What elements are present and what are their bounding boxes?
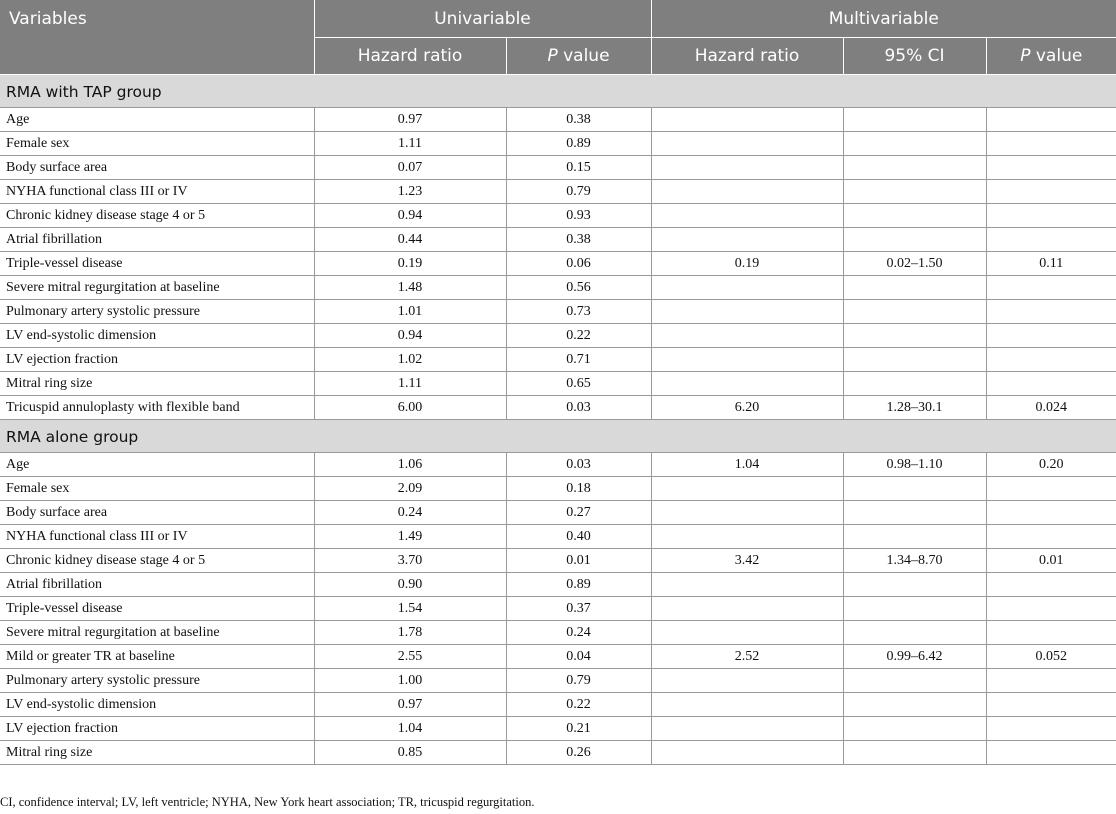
cell-uni-p-value: 0.15: [506, 156, 651, 180]
cell-variable: Female sex: [0, 132, 314, 156]
cell-multi-p-value: [986, 741, 1116, 765]
cell-multi-hazard-ratio: [651, 621, 843, 645]
header-uni-hazard-ratio: Hazard ratio: [314, 38, 506, 75]
cell-uni-hazard-ratio: 0.97: [314, 108, 506, 132]
group-header-row: [0, 420, 1116, 453]
cell-ci: [843, 477, 986, 501]
cell-variable: LV ejection fraction: [0, 348, 314, 372]
header-variables: Variables: [0, 0, 314, 75]
cell-uni-hazard-ratio: 0.85: [314, 741, 506, 765]
cell-variable: Chronic kidney disease stage 4 or 5: [0, 549, 314, 573]
cell-uni-p-value: 0.79: [506, 669, 651, 693]
table-row: [0, 645, 1116, 669]
cell-uni-p-value: 0.65: [506, 372, 651, 396]
cell-uni-hazard-ratio: 2.09: [314, 477, 506, 501]
cell-variable: Tricuspid annuloplasty with flexible band: [0, 396, 314, 420]
cell-multi-p-value: [986, 717, 1116, 741]
table-row: [0, 396, 1116, 420]
cell-ci: 1.34–8.70: [843, 549, 986, 573]
cell-multi-hazard-ratio: 0.19: [651, 252, 843, 276]
cell-multi-hazard-ratio: [651, 228, 843, 252]
p-value-suffix: value: [557, 46, 610, 66]
cell-uni-p-value: 0.01: [506, 549, 651, 573]
cell-multi-hazard-ratio: [651, 300, 843, 324]
cell-ci: [843, 156, 986, 180]
cell-uni-p-value: 0.04: [506, 645, 651, 669]
table-row: [0, 108, 1116, 132]
cell-ci: [843, 276, 986, 300]
cell-variable: LV ejection fraction: [0, 717, 314, 741]
table-row: [0, 300, 1116, 324]
cell-uni-p-value: 0.21: [506, 717, 651, 741]
cell-multi-hazard-ratio: [651, 597, 843, 621]
cell-ci: 1.28–30.1: [843, 396, 986, 420]
cell-uni-p-value: 0.89: [506, 132, 651, 156]
cell-multi-hazard-ratio: [651, 372, 843, 396]
cell-multi-hazard-ratio: [651, 693, 843, 717]
cell-uni-p-value: 0.56: [506, 276, 651, 300]
cell-variable: Pulmonary artery systolic pressure: [0, 300, 314, 324]
cell-ci: [843, 300, 986, 324]
table-footnote: CI, confidence interval; LV, left ventricle; NYHA, New York heart association; TR, tricuspid regurgitation.: [0, 795, 535, 809]
cell-uni-p-value: 0.40: [506, 525, 651, 549]
cell-ci: [843, 741, 986, 765]
cell-uni-hazard-ratio: 1.00: [314, 669, 506, 693]
table-row: [0, 597, 1116, 621]
cell-ci: [843, 669, 986, 693]
cell-uni-hazard-ratio: 1.49: [314, 525, 506, 549]
cell-multi-hazard-ratio: [651, 180, 843, 204]
cell-multi-hazard-ratio: 6.20: [651, 396, 843, 420]
cell-multi-hazard-ratio: [651, 741, 843, 765]
cell-ci: [843, 597, 986, 621]
cell-uni-p-value: 0.93: [506, 204, 651, 228]
cell-multi-p-value: [986, 501, 1116, 525]
table-row: [0, 204, 1116, 228]
cell-uni-hazard-ratio: 0.19: [314, 252, 506, 276]
table-row: [0, 717, 1116, 741]
cell-uni-hazard-ratio: 0.24: [314, 501, 506, 525]
cell-multi-p-value: 0.01: [986, 549, 1116, 573]
cell-multi-p-value: [986, 372, 1116, 396]
cell-uni-p-value: 0.03: [506, 453, 651, 477]
cell-uni-hazard-ratio: 1.01: [314, 300, 506, 324]
cell-uni-hazard-ratio: 1.54: [314, 597, 506, 621]
cell-uni-hazard-ratio: 0.07: [314, 156, 506, 180]
p-value-suffix: value: [1030, 46, 1083, 66]
cell-multi-p-value: [986, 132, 1116, 156]
table-row: [0, 348, 1116, 372]
cell-multi-p-value: [986, 597, 1116, 621]
cell-uni-p-value: 0.22: [506, 693, 651, 717]
cell-uni-p-value: 0.71: [506, 348, 651, 372]
cell-variable: Age: [0, 453, 314, 477]
cell-variable: Mild or greater TR at baseline: [0, 645, 314, 669]
table-row: [0, 525, 1116, 549]
cell-uni-hazard-ratio: 0.44: [314, 228, 506, 252]
cell-multi-hazard-ratio: [651, 204, 843, 228]
cell-uni-p-value: 0.03: [506, 396, 651, 420]
cell-uni-hazard-ratio: 3.70: [314, 549, 506, 573]
cell-uni-hazard-ratio: 6.00: [314, 396, 506, 420]
cell-variable: Atrial fibrillation: [0, 573, 314, 597]
cell-variable: Female sex: [0, 477, 314, 501]
header-uni-p-value: [506, 38, 651, 75]
cell-variable: Severe mitral regurgitation at baseline: [0, 621, 314, 645]
cell-uni-p-value: 0.89: [506, 573, 651, 597]
cell-uni-hazard-ratio: 1.48: [314, 276, 506, 300]
cell-uni-p-value: 0.79: [506, 180, 651, 204]
table-row: [0, 501, 1116, 525]
cell-ci: 0.02–1.50: [843, 252, 986, 276]
cell-ci: [843, 717, 986, 741]
cell-variable: NYHA functional class III or IV: [0, 525, 314, 549]
table-row: [0, 180, 1116, 204]
header-multi-p-value: [986, 38, 1116, 75]
cell-multi-p-value: 0.024: [986, 396, 1116, 420]
cell-uni-p-value: 0.38: [506, 108, 651, 132]
cell-variable: Mitral ring size: [0, 372, 314, 396]
table-row: [0, 156, 1116, 180]
cell-variable: LV end-systolic dimension: [0, 324, 314, 348]
table-row: [0, 228, 1116, 252]
cell-multi-p-value: [986, 324, 1116, 348]
cell-ci: [843, 228, 986, 252]
group-header-row: [0, 75, 1116, 108]
cell-multi-p-value: [986, 621, 1116, 645]
table-body: [0, 75, 1116, 765]
cell-multi-hazard-ratio: 1.04: [651, 453, 843, 477]
table-row: [0, 276, 1116, 300]
cell-variable: Triple-vessel disease: [0, 252, 314, 276]
table-row: [0, 477, 1116, 501]
cell-multi-hazard-ratio: [651, 501, 843, 525]
cell-uni-p-value: 0.22: [506, 324, 651, 348]
cell-uni-p-value: 0.73: [506, 300, 651, 324]
table-row: [0, 324, 1116, 348]
cell-multi-p-value: [986, 669, 1116, 693]
cell-multi-hazard-ratio: [651, 717, 843, 741]
cell-variable: Body surface area: [0, 156, 314, 180]
cell-uni-hazard-ratio: 0.94: [314, 204, 506, 228]
table-row: [0, 693, 1116, 717]
cell-variable: Age: [0, 108, 314, 132]
cell-multi-hazard-ratio: [651, 324, 843, 348]
header-multi-hazard-ratio: Hazard ratio: [651, 38, 843, 75]
cell-multi-p-value: [986, 228, 1116, 252]
cell-uni-hazard-ratio: 1.06: [314, 453, 506, 477]
cell-multi-p-value: [986, 348, 1116, 372]
cell-uni-p-value: 0.18: [506, 477, 651, 501]
cell-ci: [843, 501, 986, 525]
cell-uni-hazard-ratio: 1.11: [314, 132, 506, 156]
cell-ci: [843, 180, 986, 204]
cell-multi-p-value: [986, 180, 1116, 204]
table-row: [0, 132, 1116, 156]
cell-multi-hazard-ratio: [651, 276, 843, 300]
cell-multi-hazard-ratio: [651, 108, 843, 132]
cell-multi-hazard-ratio: [651, 477, 843, 501]
cell-uni-p-value: 0.38: [506, 228, 651, 252]
table-row: [0, 669, 1116, 693]
cell-multi-p-value: [986, 573, 1116, 597]
cell-ci: [843, 204, 986, 228]
cell-multi-p-value: [986, 693, 1116, 717]
header-ci: 95% CI: [843, 38, 986, 75]
cell-uni-hazard-ratio: 0.90: [314, 573, 506, 597]
cell-multi-p-value: [986, 477, 1116, 501]
cell-multi-hazard-ratio: [651, 669, 843, 693]
p-letter: P: [547, 46, 558, 66]
cell-variable: Triple-vessel disease: [0, 597, 314, 621]
cell-uni-hazard-ratio: 1.23: [314, 180, 506, 204]
cell-variable: Chronic kidney disease stage 4 or 5: [0, 204, 314, 228]
cell-ci: 0.99–6.42: [843, 645, 986, 669]
cell-uni-hazard-ratio: 1.02: [314, 348, 506, 372]
cell-ci: [843, 324, 986, 348]
cell-uni-hazard-ratio: 0.94: [314, 324, 506, 348]
header-univariable: Univariable: [314, 0, 651, 38]
cell-ci: 0.98–1.10: [843, 453, 986, 477]
cell-uni-p-value: 0.26: [506, 741, 651, 765]
table-row: [0, 549, 1116, 573]
cell-multi-p-value: [986, 108, 1116, 132]
cell-uni-p-value: 0.24: [506, 621, 651, 645]
cell-uni-hazard-ratio: 2.55: [314, 645, 506, 669]
table-row: [0, 372, 1116, 396]
cell-multi-hazard-ratio: [651, 156, 843, 180]
cell-multi-hazard-ratio: [651, 348, 843, 372]
cell-variable: LV end-systolic dimension: [0, 693, 314, 717]
cell-multi-p-value: [986, 204, 1116, 228]
cell-ci: [843, 372, 986, 396]
cell-multi-p-value: [986, 156, 1116, 180]
cell-multi-p-value: 0.052: [986, 645, 1116, 669]
cell-ci: [843, 132, 986, 156]
cell-variable: Severe mitral regurgitation at baseline: [0, 276, 314, 300]
cell-multi-p-value: [986, 300, 1116, 324]
table-row: [0, 741, 1116, 765]
cell-variable: Atrial fibrillation: [0, 228, 314, 252]
cell-ci: [843, 108, 986, 132]
cell-variable: Mitral ring size: [0, 741, 314, 765]
cell-multi-hazard-ratio: 2.52: [651, 645, 843, 669]
cell-multi-p-value: [986, 525, 1116, 549]
cell-uni-p-value: 0.27: [506, 501, 651, 525]
cell-uni-p-value: 0.06: [506, 252, 651, 276]
cell-multi-p-value: [986, 276, 1116, 300]
header-multivariable: Multivariable: [651, 0, 1116, 38]
table-header: [0, 0, 1116, 75]
table-row: [0, 621, 1116, 645]
cell-ci: [843, 621, 986, 645]
cell-uni-p-value: 0.37: [506, 597, 651, 621]
cell-variable: Body surface area: [0, 501, 314, 525]
cell-multi-hazard-ratio: [651, 573, 843, 597]
cell-uni-hazard-ratio: 0.97: [314, 693, 506, 717]
table-row: [0, 252, 1116, 276]
p-letter: P: [1020, 46, 1031, 66]
cell-multi-hazard-ratio: [651, 525, 843, 549]
table-row: [0, 453, 1116, 477]
cell-uni-hazard-ratio: 1.11: [314, 372, 506, 396]
cell-multi-p-value: 0.11: [986, 252, 1116, 276]
group-title: RMA with TAP group: [0, 75, 1116, 108]
cell-multi-p-value: 0.20: [986, 453, 1116, 477]
cell-uni-hazard-ratio: 1.78: [314, 621, 506, 645]
cell-ci: [843, 348, 986, 372]
cell-multi-hazard-ratio: 3.42: [651, 549, 843, 573]
group-title: RMA alone group: [0, 420, 1116, 453]
table-row: [0, 573, 1116, 597]
cell-ci: [843, 525, 986, 549]
cell-uni-hazard-ratio: 1.04: [314, 717, 506, 741]
cell-ci: [843, 573, 986, 597]
cell-variable: NYHA functional class III or IV: [0, 180, 314, 204]
cell-multi-hazard-ratio: [651, 132, 843, 156]
cell-variable: Pulmonary artery systolic pressure: [0, 669, 314, 693]
cell-ci: [843, 693, 986, 717]
